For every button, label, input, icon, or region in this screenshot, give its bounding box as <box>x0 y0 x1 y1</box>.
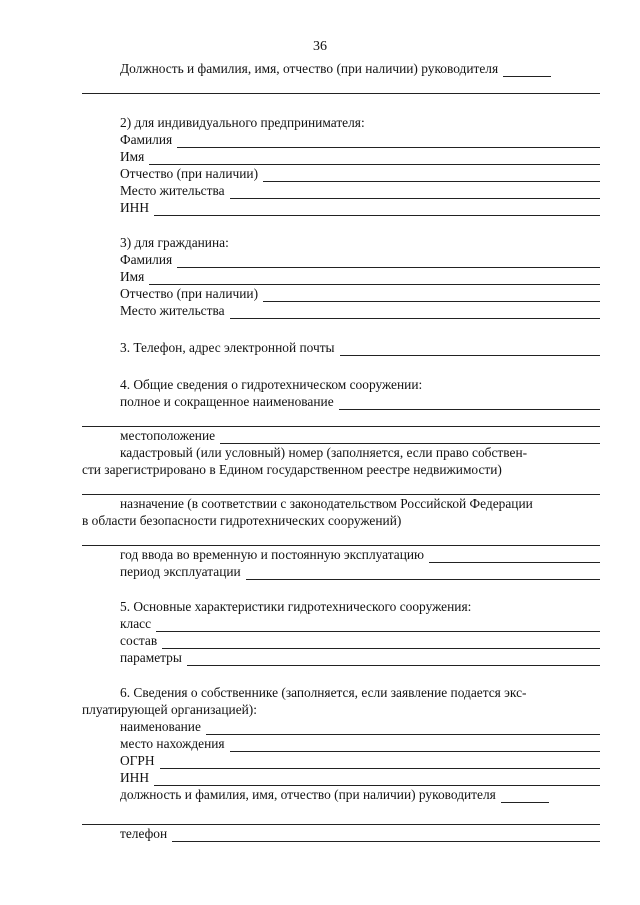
owner-manager-field-continuation[interactable] <box>82 812 600 825</box>
owner-inn-label: ИНН <box>120 770 150 785</box>
owner-phone-field[interactable] <box>172 829 600 842</box>
entrepreneur-residence-label: Место жительства <box>120 183 225 198</box>
class-field[interactable] <box>156 619 600 632</box>
owner-heading-2: плуатирующей организацией): <box>82 702 257 717</box>
owner-heading-1: 6. Сведения о собственнике (заполняется, если заявление подается экс- <box>120 685 527 700</box>
citizen-surname-line <box>82 251 600 268</box>
parameters-line <box>82 649 600 666</box>
composition-line <box>82 632 600 649</box>
citizen-residence-line <box>82 302 600 319</box>
citizen-name-field[interactable] <box>149 272 600 285</box>
owner-inn-line <box>82 769 600 786</box>
full-name-field[interactable] <box>339 397 600 410</box>
citizen-patronymic-label: Отчество (при наличии) <box>120 286 259 301</box>
citizen-name-line <box>82 268 600 285</box>
entrepreneur-heading <box>82 114 600 131</box>
class-line <box>82 615 600 632</box>
entrepreneur-inn-field[interactable] <box>154 203 600 216</box>
entrepreneur-patronymic-line <box>82 165 600 182</box>
owner-location-field[interactable] <box>230 739 600 752</box>
full-name-field-continuation[interactable] <box>82 414 600 427</box>
owner-manager-label: должность и фамилия, имя, отчество (при наличии) руководителя <box>120 787 496 802</box>
entrepreneur-inn-line <box>82 199 600 216</box>
citizen-residence-label: Место жительства <box>120 303 225 318</box>
owner-name-label: наименование <box>120 719 201 734</box>
full-name-line <box>82 393 600 410</box>
page-number: 36 <box>313 39 327 54</box>
commission-year-label: год ввода во временную и постоянную эксплуатацию <box>120 547 425 562</box>
entrepreneur-patronymic-label: Отчество (при наличии) <box>120 166 259 181</box>
contacts-line <box>82 339 600 356</box>
location-line <box>82 427 600 444</box>
purpose-text-1: назначение (в соответствии с законодательством Российской Федерации <box>120 496 533 511</box>
owner-inn-field[interactable] <box>154 773 600 786</box>
parameters-label: параметры <box>120 650 182 665</box>
operation-period-line <box>82 563 600 580</box>
cadastral-text-1: кадастровый (или условный) номер (заполняется, если право собствен- <box>120 445 528 460</box>
operation-period-label: период эксплуатации <box>120 564 241 579</box>
parameters-field[interactable] <box>187 653 600 666</box>
entrepreneur-name-label: Имя <box>120 149 145 164</box>
citizen-name-label: Имя <box>120 269 145 284</box>
purpose-text-2: в области безопасности гидротехнических сооружений) <box>82 513 402 528</box>
entrepreneur-surname-label: Фамилия <box>120 132 173 147</box>
operation-period-field[interactable] <box>246 567 600 580</box>
owner-location-line <box>82 735 600 752</box>
contacts-field[interactable] <box>340 343 600 356</box>
citizen-patronymic-field[interactable] <box>263 289 600 302</box>
citizen-heading-text: 3) для гражданина: <box>120 235 229 250</box>
owner-phone-line <box>82 825 600 842</box>
manager-line <box>82 60 600 77</box>
owner-name-line <box>82 718 600 735</box>
owner-name-field[interactable] <box>206 722 600 735</box>
citizen-surname-label: Фамилия <box>120 252 173 267</box>
entrepreneur-heading-text: 2) для индивидуального предпринимателя: <box>120 115 365 130</box>
form-content <box>82 60 600 842</box>
entrepreneur-name-field[interactable] <box>149 152 600 165</box>
cadastral-text-2: сти зарегистрировано в Едином государственном реестре недвижимости) <box>82 462 502 477</box>
general-heading-text: 4. Общие сведения о гидротехническом сооружении: <box>120 377 423 392</box>
manager-field-continuation[interactable] <box>82 81 600 94</box>
commission-year-field[interactable] <box>429 550 600 563</box>
composition-field[interactable] <box>162 636 600 649</box>
general-heading <box>82 376 600 393</box>
owner-ogrn-label: ОГРН <box>120 753 155 768</box>
composition-label: состав <box>120 633 158 648</box>
owner-ogrn-line <box>82 752 600 769</box>
location-field[interactable] <box>220 431 600 444</box>
entrepreneur-patronymic-field[interactable] <box>263 169 600 182</box>
owner-manager-line <box>82 786 600 803</box>
location-label: местоположение <box>120 428 216 443</box>
cadastral-field[interactable] <box>82 482 600 495</box>
purpose-field[interactable] <box>82 533 600 546</box>
entrepreneur-inn-label: ИНН <box>120 200 150 215</box>
commission-year-line <box>82 546 600 563</box>
citizen-patronymic-line <box>82 285 600 302</box>
manager-field[interactable] <box>503 64 551 77</box>
entrepreneur-surname-line <box>82 131 600 148</box>
owner-phone-label: телефон <box>120 826 168 841</box>
full-name-label: полное и сокращенное наименование <box>120 394 334 409</box>
characteristics-heading <box>82 598 600 615</box>
entrepreneur-name-line <box>82 148 600 165</box>
characteristics-heading-text: 5. Основные характеристики гидротехнического сооружения: <box>120 599 472 614</box>
manager-label: Должность и фамилия, имя, отчество (при наличии) руководителя <box>120 61 499 76</box>
citizen-surname-field[interactable] <box>177 255 600 268</box>
entrepreneur-surname-field[interactable] <box>177 135 600 148</box>
entrepreneur-residence-field[interactable] <box>230 186 600 199</box>
class-label: класс <box>120 616 152 631</box>
owner-manager-field[interactable] <box>501 790 549 803</box>
contacts-label: 3. Телефон, адрес электронной почты <box>120 340 335 355</box>
owner-ogrn-field[interactable] <box>160 756 600 769</box>
owner-location-label: место нахождения <box>120 736 225 751</box>
citizen-heading <box>82 234 600 251</box>
entrepreneur-residence-line <box>82 182 600 199</box>
citizen-residence-field[interactable] <box>230 306 600 319</box>
